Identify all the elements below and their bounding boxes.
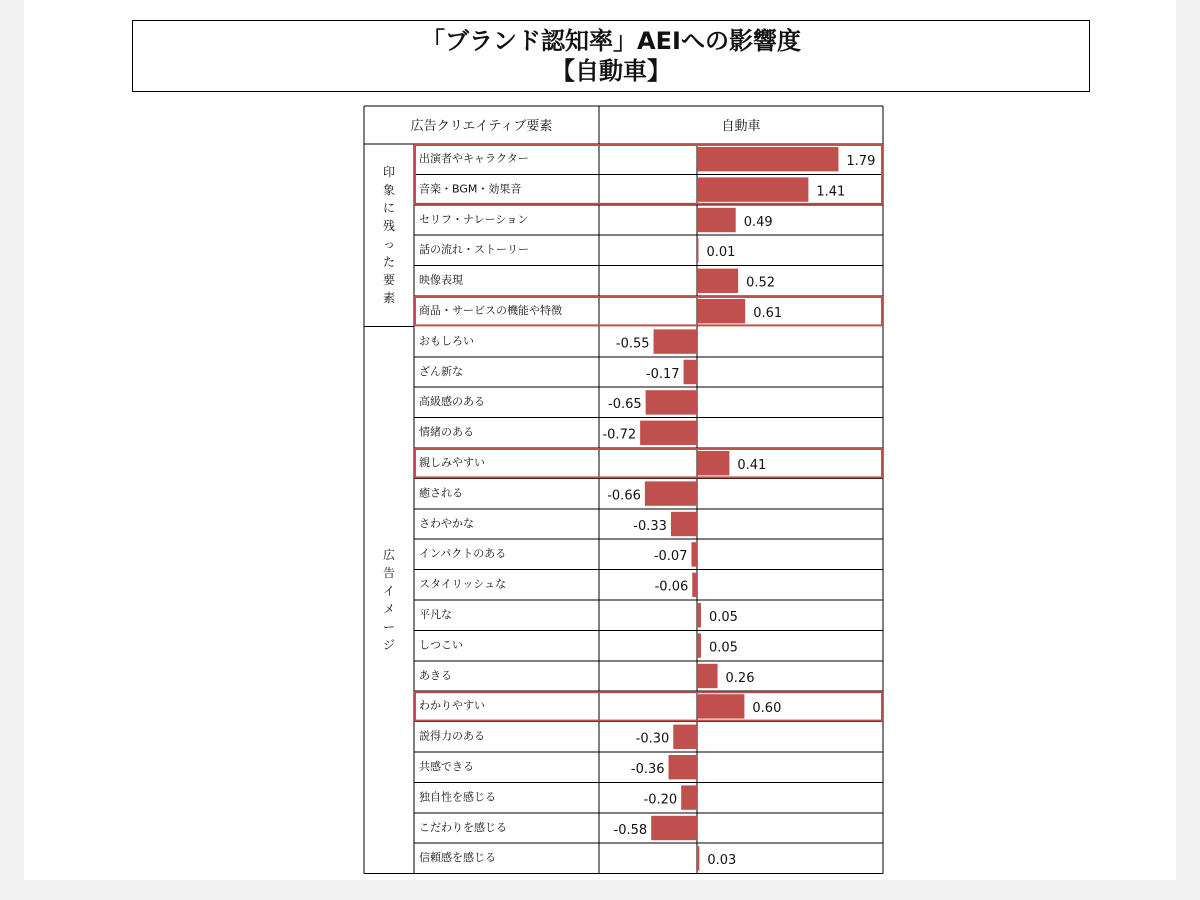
row-label: こだわりを感じる [419,820,507,834]
data-label: 1.79 [846,154,876,169]
data-label: 0.01 [706,245,736,261]
row-label: 平凡な [419,608,452,621]
group-label-char: っ [382,237,396,252]
group-label-char: 要 [382,273,396,288]
row-label: 説得力のある [419,729,485,743]
data-label: -0.33 [633,518,667,534]
bar [684,360,697,384]
bar [654,329,697,353]
bar [673,725,697,749]
row-label: ざん新な [419,364,463,378]
row-label: わかりやすい [419,699,485,713]
row-label: 癒される [419,486,463,500]
data-label: -0.17 [645,366,680,382]
bar [697,846,699,870]
data-label: 1.41 [816,184,846,200]
chart-title-line2: 【自動車】 [551,57,671,85]
group-label-char: 告 [382,566,396,580]
bar [646,390,697,414]
data-label: -0.58 [613,822,648,838]
data-label: -0.65 [608,397,642,413]
data-label: 0.05 [708,640,738,656]
data-label: 0.26 [725,670,755,686]
bar [640,421,697,445]
bar [697,147,838,171]
header-value: 自動車 [721,119,761,134]
bar [697,208,736,232]
bar [697,664,718,688]
group-label-char: イ [382,584,396,598]
bar [697,238,699,262]
chart-title-line1: 「ブランド認知率」AEIへの影響度 [421,27,801,55]
row-label: 親しみやすい [419,456,485,469]
highlight-box [415,692,882,720]
row-label: 映像表現 [419,273,463,287]
group-label-char: 残 [382,219,396,234]
row-label: 商品・サービスの機能や特徴 [419,304,562,317]
bar [651,816,697,840]
data-label: -0.55 [615,336,650,352]
bar [691,542,697,566]
bar [697,269,738,293]
bar [697,299,745,323]
bar [681,785,697,809]
row-label: 信頼感を感じる [419,851,496,865]
data-label: -0.36 [630,762,665,777]
data-label: 0.52 [746,275,776,291]
data-label: -0.06 [654,579,689,595]
row-label: しつこい [419,638,463,652]
table-text [383,118,875,868]
bar [671,512,697,536]
row-label: おもしろい [419,334,474,348]
highlight-box [415,449,882,477]
group-label-char: に [382,201,396,216]
bar [697,694,744,718]
data-label: -0.07 [653,549,688,565]
group-label-char: た [382,255,396,270]
bar [697,603,701,627]
row-label: 音楽・BGM・効果音 [419,182,522,196]
data-label: -0.20 [643,792,678,808]
group-label-char: 象 [382,183,396,198]
data-label: -0.72 [602,427,637,443]
row-label: 高級感のある [419,395,485,409]
data-label: 0.49 [743,214,773,230]
row-label: セリフ・ナレーション [419,212,529,226]
data-label: 0.41 [737,458,767,473]
data-label: -0.66 [607,488,641,504]
group-label-char: 印 [382,165,396,180]
row-label: 独自性を感じる [419,790,496,804]
bar [697,451,729,475]
data-label: 0.05 [708,610,738,625]
row-label: 共感できる [419,760,474,773]
group-label-char: ジ [382,638,396,652]
data-label: 0.60 [752,701,782,717]
row-label: さわやかな [419,516,474,530]
group-label-char: 素 [382,291,396,306]
row-label: インパクトのある [419,547,507,561]
bar [669,755,697,779]
data-label: -0.30 [635,731,670,747]
row-label: スタイリッシュな [419,577,507,591]
group-label-char: ー [382,620,396,634]
row-label: あきる [419,668,452,682]
data-label: 0.03 [707,853,737,869]
row-label: 話の流れ・ストーリー [419,243,529,257]
bar [645,481,697,505]
row-label: 出演者やキャラクター [419,152,529,165]
group-label-char: 広 [382,548,396,562]
row-label: 情緒のある [419,425,474,439]
bar [697,177,808,201]
group-label-char: メ [382,602,396,616]
bar [692,573,697,597]
header-element: 広告クリエイティブ要素 [410,119,553,134]
data-label: 0.61 [753,306,783,321]
bar [697,633,701,657]
